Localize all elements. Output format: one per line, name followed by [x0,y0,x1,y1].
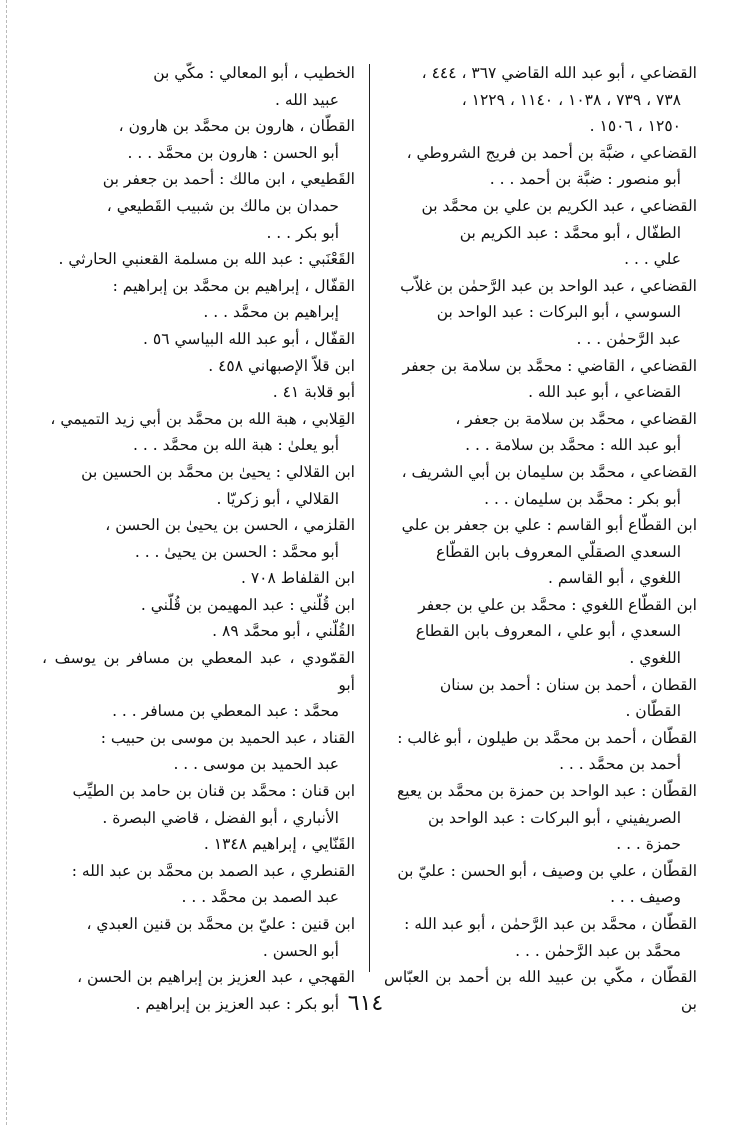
entry-heading-line: القطّان ، علي بن وصيف ، أبو الحسن : عليّ بن [397,861,697,880]
entry-continuation-line: أبو الحسن : هارون بن محمَّد . . . [127,143,339,162]
entry-heading-line: الخطيب ، أبو المعالي : مكّي بن [153,64,355,82]
index-entry [384,512,697,592]
entry-continuation-line: عبد الحميد بن موسى . . . [173,755,339,774]
index-entry [42,166,355,246]
entry-heading-line: ابن القلفاط ٧٠٨ . [240,569,355,588]
entry-continuation-line: القلالي ، أبو زكريّا . [216,489,339,508]
entry-continuation-line: وصيف . . . [610,888,681,907]
entry-continuation-line: القطّان . [625,702,681,721]
page-number: ٦١٤ [347,991,384,1016]
entry-heading-line: القطان ، أحمد بن سنان : أحمد بن سنان [439,675,697,694]
index-entry [384,858,697,911]
index-entry [42,353,355,380]
entry-heading-line: القِلابي ، هبة الله بن محمَّد بن أبي زيد التميمي ، [50,409,355,428]
entry-heading-line: القطّان ، محمَّد بن عبد الرَّحمٰن ، أبو عبد الله : [404,915,697,933]
entry-heading-line: القضاعي ، عبد الكريم بن علي بن محمَّد بن [421,196,697,215]
index-entry [42,406,355,459]
entry-heading-line: القناد ، عبد الحميد بن موسى بن حبيب : [100,728,355,747]
entry-continuation-line: أبو الحسن . [262,941,339,960]
entry-continuation-line: عبد الرَّحمٰن . . . [576,329,681,348]
entry-continuation-line: محمَّد بن عبد الرَّحمٰن . . . [515,941,681,960]
entry-heading-line: القطّان ، مكّي بن عبيد الله بن أحمد بن العبّاس بن [384,968,697,1013]
index-entry [42,831,355,858]
index-entry [384,592,697,672]
entry-heading-line: القضاعي ، القاضي : محمَّد بن سلامة بن جعفر [402,356,697,375]
entry-heading-line: القهجي ، عبد العزيز بن إبراهيم بن الحسن ، [77,968,355,987]
entry-heading-line: ابن القطّاع أبو القاسم : علي بن جعفر بن علي [401,516,697,535]
index-entry [42,113,355,166]
entry-heading-line: أبو قلابة ٤١ . [272,383,355,402]
entry-continuation-line: علي . . . [624,250,681,269]
entry-heading-line: القضاعي ، محمَّد بن سليمان بن أبي الشريف ، [401,462,697,481]
dashed-margin-line [6,0,7,1125]
entry-heading-line: القمّودي ، عبد المعطي بن مسافر بن يوسف ، أبو [42,649,355,694]
index-entry [384,778,697,858]
entry-continuation-line: أحمد بن محمَّد . . . [559,755,681,774]
entry-continuation-line: القضاعي ، أبو عبد الله . [528,383,681,402]
index-entry [384,140,697,193]
index-entry [42,459,355,512]
entry-continuation-line: حمدان بن مالك بن شبيب القَطيعي ، [106,196,339,215]
entry-continuation-line: أبو بكر : محمَّد بن سليمان . . . [484,489,681,508]
entry-heading-line: ابن القلالي : يحيىٰ بن محمَّد بن الحسين بن [81,462,355,481]
index-entry [42,911,355,964]
entry-heading-line: القَطيعي ، ابن مالك : أحمد بن جعفر بن [102,170,355,189]
index-entry [42,725,355,778]
index-entry [384,911,697,964]
index-entry [384,60,697,140]
entry-heading-line: القطّان : عبد الواحد بن حمزة بن محمَّد بن يعيع [396,782,697,801]
right-column [370,60,697,1013]
index-entry [384,406,697,459]
entry-continuation-line: اللغوي ، أبو القاسم . [548,569,681,588]
entry-continuation-line: اللغوي . [629,649,681,668]
entry-continuation-line: حمزة . . . [616,835,681,854]
column-divider [369,64,370,972]
entry-continuation-line: أبو محمَّد : الحسن بن يحيىٰ . . . [134,542,339,561]
entry-continuation-line: عبد الصمد بن محمَّد . . . [181,888,339,907]
entry-continuation-line: الصريفيني ، أبو البركات : عبد الواحد بن [428,808,681,827]
entry-heading-line: القضاعي ، محمَّد بن سلامة بن جعفر ، [455,409,697,428]
index-entry [384,459,697,512]
entry-continuation-line: الطفّال ، أبو محمَّد : عبد الكريم بن [459,223,681,242]
entry-heading-line: ابن قنين : عليّ بن محمَّد بن قنين العبدي ، [86,915,355,933]
index-entry [384,193,697,273]
index-entry [42,592,355,619]
entry-heading-line: القضاعي ، ضبَّة بن أحمد بن فريج الشروطي ، [406,143,697,162]
index-entry [384,672,697,725]
entry-continuation-line: ١٢٥٠ ، ١٥٠٦ . [589,117,681,136]
entry-continuation-line: أبو منصور : ضبَّة بن أحمد . . . [489,170,681,189]
entry-continuation-line: أبو بكر : عبد العزيز بن إبراهيم . [135,994,339,1013]
entry-heading-line: القطّان ، أحمد بن محمَّد بن طيلون ، أبو غالب : [397,728,697,747]
index-entry [42,379,355,406]
index-entry [42,60,355,113]
entry-heading-line: القَعْنَبي : عبد الله بن مسلمة القعنبي الحارثي . [58,250,355,269]
entry-heading-line: القطّان ، هارون بن محمَّد بن هارون ، [118,117,355,136]
index-entry [42,778,355,831]
index-entry [42,326,355,353]
index-entry [42,645,355,725]
entry-continuation-line: إبراهيم بن محمَّد . . . [203,303,339,322]
entry-heading-line: القفّال ، إبراهيم بن محمَّد بن إبراهيم : [112,276,355,295]
entry-heading-line: القفّال ، أبو عبد الله البياسي ٥٦ . [143,329,355,348]
index-entry [42,246,355,273]
entry-continuation-line: السوسي ، أبو البركات : عبد الواحد بن [436,303,681,322]
entry-heading-line: ابن قُلّني : عبد المهيمن بن قُلّني . [140,595,355,614]
index-entry [42,858,355,911]
entry-heading-line: ابن القطّاع اللغوي : محمَّد بن علي بن جعفر [418,595,697,614]
entry-heading-line: القضاعي ، أبو عبد الله القاضي ٣٦٧ ، ٤٤٤ ، [421,64,697,82]
entry-continuation-line: أبو يعلىٰ : هبة الله بن محمَّد . . . [133,436,339,455]
entry-continuation-line: أبو عبد الله : محمَّد بن سلامة . . . [465,436,681,455]
entry-heading-line: القضاعي ، عبد الواحد بن عبد الرَّحمٰن بن غلاّب [400,276,697,295]
entry-heading-line: القلزمي ، الحسن بن يحيىٰ بن الحسن ، [105,516,355,535]
entry-heading-line: القُلّني ، أبو محمَّد ٨٩ . [212,622,355,641]
entry-continuation-line: عبيد الله . [275,90,339,109]
entry-heading-line: القَنّايي ، إبراهيم ١٣٤٨ . [203,835,355,854]
entry-continuation-line: محمَّد : عبد المعطي بن مسافر . . . [112,702,339,721]
entry-heading-line: ابن قنان : محمَّد بن قنان بن حامد بن الطيِّب [72,782,355,801]
entry-continuation-line: ٧٣٨ ، ٧٣٩ ، ١٠٣٨ ، ١١٤٠ ، ١٢٢٩ ، [461,90,681,109]
entry-continuation-line: السعدي الصقلّي المعروف بابن القطّاع [436,542,681,561]
index-entry [42,273,355,326]
entry-heading-line: ابن قلاّ الإصبهاني ٤٥٨ . [208,356,355,375]
index-entry [384,353,697,406]
index-entry [42,512,355,565]
index-entry [42,618,355,645]
index-entry [384,273,697,353]
index-entry [42,565,355,592]
entry-continuation-line: أبو بكر . . . [266,223,339,242]
entry-heading-line: القنطري ، عبد الصمد بن محمَّد بن عبد الله : [71,861,355,880]
entry-continuation-line: الأنباري ، أبو الفضل ، قاضي البصرة . [102,808,339,827]
entry-continuation-line: السعدي ، أبو علي ، المعروف بابن القطاع [415,622,681,641]
index-entry [384,725,697,778]
